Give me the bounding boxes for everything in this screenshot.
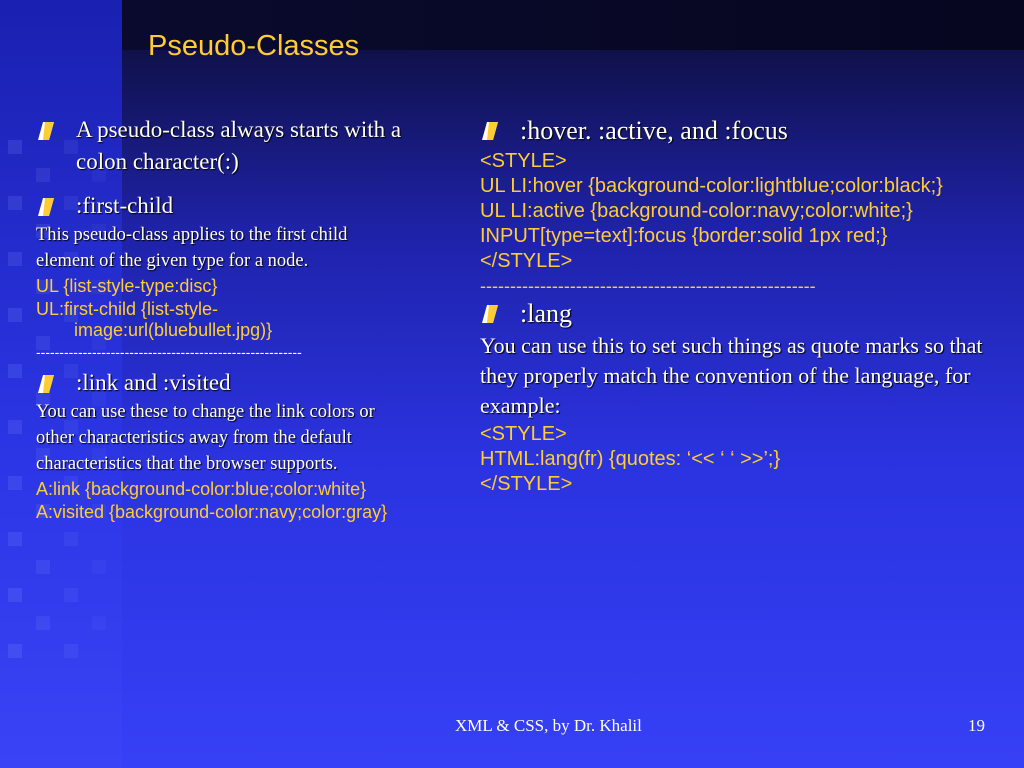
description-text: This pseudo-class applies to the first child element of the given type for a node. — [36, 225, 348, 271]
description-text: You can use this to set such things as quote marks so that they properly match the convention of the language, for example: — [480, 333, 983, 418]
code-line: UL LI:hover {background-color:lightblue;color:black;} — [480, 175, 943, 197]
code-line: UL:first-child {list-style-image:url(bluebullet.jpg)} — [36, 299, 273, 340]
bullet-item — [36, 367, 406, 399]
decorative-square — [8, 308, 22, 322]
bullet-icon — [38, 375, 54, 393]
code-line: A:link {background-color:blue;color:white} — [36, 479, 367, 499]
bullet-item — [36, 114, 406, 178]
left-column — [36, 114, 406, 525]
decorative-square — [8, 420, 22, 434]
divider: -------------------------------------------------------- — [480, 276, 816, 296]
code-line: <STYLE> — [480, 150, 567, 172]
decorative-square — [8, 532, 22, 546]
footer-text: XML & CSS, by Dr. Khalil — [455, 716, 642, 735]
bullet-item — [480, 114, 990, 148]
decorative-square — [64, 588, 78, 602]
bullet-text: :lang — [520, 299, 572, 328]
decorative-square — [8, 588, 22, 602]
bullet-icon — [38, 122, 54, 140]
bullet-item — [480, 297, 990, 331]
decorative-square — [92, 560, 106, 574]
code-line: UL LI:active {background-color:navy;color:white;} — [480, 200, 913, 222]
code-line: <STYLE> — [480, 423, 567, 445]
decorative-square — [8, 364, 22, 378]
decorative-square — [64, 644, 78, 658]
code-line: </STYLE> — [480, 250, 573, 272]
decorative-square — [8, 252, 22, 266]
bullet-icon — [38, 198, 54, 216]
divider: --------------------------------------------------------- — [36, 344, 302, 360]
bullet-text: :first-child — [76, 193, 174, 218]
decorative-square — [92, 616, 106, 630]
decorative-square — [8, 196, 22, 210]
page-number: 19 — [968, 716, 985, 735]
decorative-square — [8, 140, 22, 154]
decorative-square — [64, 532, 78, 546]
bullet-text: :hover. :active, and :focus — [520, 116, 788, 145]
decorative-square — [36, 616, 50, 630]
description-text: You can use these to change the link colors or other characteristics away from the default characteristics that the browser supports. — [36, 402, 375, 474]
bullet-icon — [482, 305, 498, 323]
bullet-text: :link and :visited — [76, 370, 231, 395]
code-line: INPUT[type=text]:focus {border:solid 1px red;} — [480, 225, 888, 247]
code-line: UL {list-style-type:disc} — [36, 276, 218, 296]
decorative-square — [36, 560, 50, 574]
bullet-icon — [482, 122, 498, 140]
code-line: A:visited {background-color:navy;color:gray} — [36, 502, 388, 522]
code-line: </STYLE> — [480, 473, 573, 495]
slide-title: Pseudo-Classes — [148, 30, 360, 62]
bullet-text: A pseudo-class always starts with a colon character(:) — [76, 117, 402, 174]
decorative-square — [8, 644, 22, 658]
bullet-item — [36, 190, 406, 222]
decorative-square — [8, 476, 22, 490]
code-line: HTML:lang(fr) {quotes: ‘<< ‘ ‘ >>’;} — [480, 448, 781, 470]
right-column — [480, 114, 990, 498]
